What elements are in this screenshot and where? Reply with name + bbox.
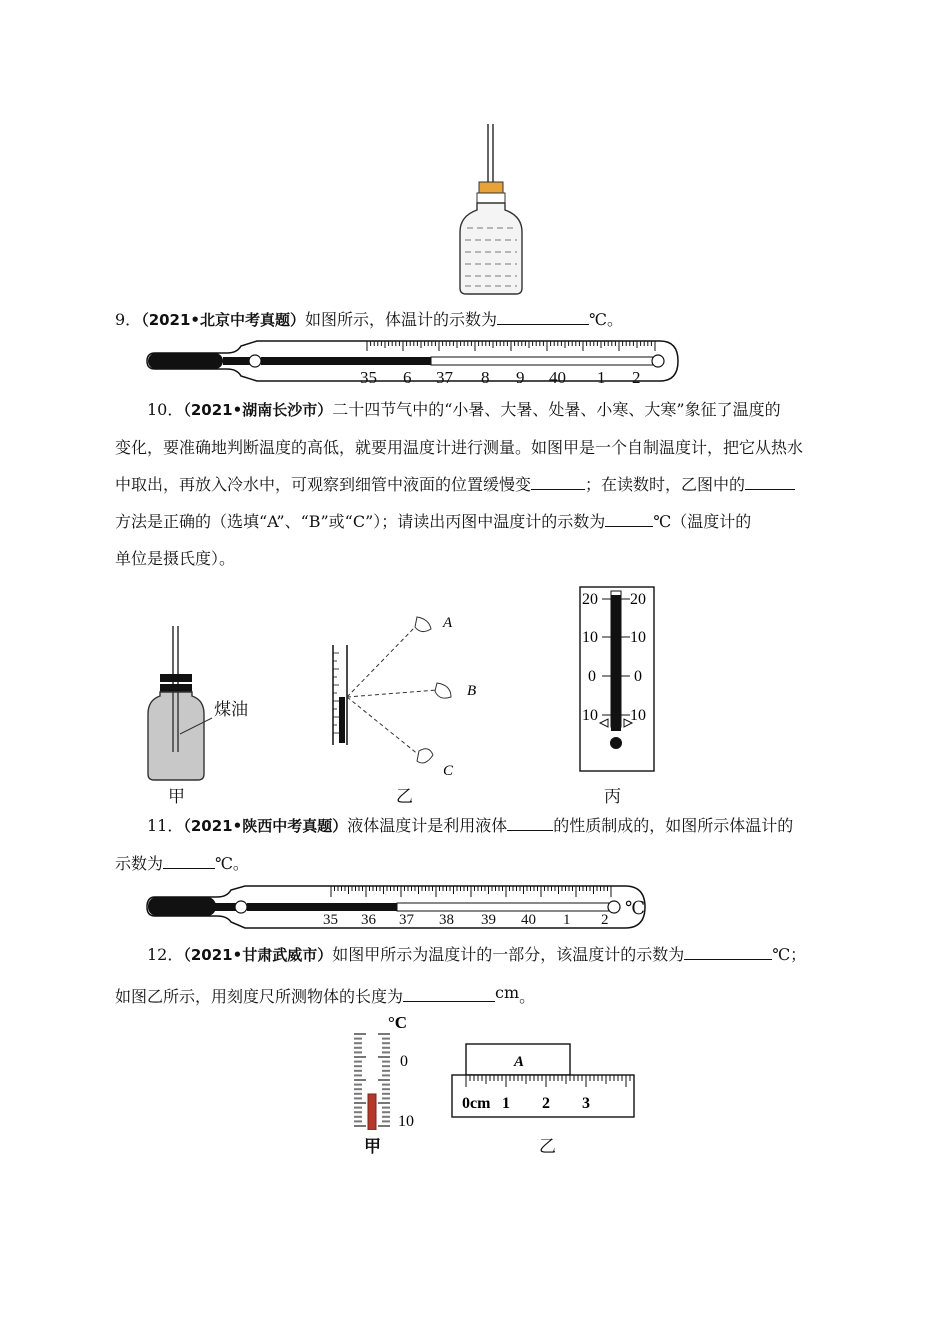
q12-text2-end: 。 xyxy=(519,987,536,1006)
q10-caption-yi: 乙 xyxy=(396,787,413,807)
q10-source: （2021•湖南长沙市） xyxy=(183,401,333,419)
q10-fig-bing-thermometer xyxy=(578,585,658,775)
question-9 xyxy=(115,301,835,339)
q9-scale-label: 40 xyxy=(549,368,566,387)
bing-scale-left: 20 xyxy=(582,591,598,608)
q12-blank-2[interactable] xyxy=(403,983,495,1002)
q10-line3b: ；在读数时，乙图中的 xyxy=(585,475,746,494)
q11-scale-label: 2 xyxy=(601,912,609,928)
bing-scale-left: 0 xyxy=(588,668,596,685)
question-12 xyxy=(115,936,835,1015)
bing-scale-right: 20 xyxy=(630,591,646,608)
q9-scale-label: 1 xyxy=(597,368,606,387)
q11-number: 11． xyxy=(147,816,184,835)
q10-fig-jia-bottle xyxy=(140,622,270,787)
question-11 xyxy=(115,807,835,882)
ruler-label: 3 xyxy=(582,1095,590,1112)
q9-scale-label: 2 xyxy=(632,368,641,387)
q10-line1: 二十四节气中的“小暑、大暑、处暑、小寒、大寒”象征了温度的 xyxy=(332,400,781,419)
q11-unit-mark: ℃ xyxy=(625,898,646,918)
q9-scale-label: 37 xyxy=(436,368,453,387)
q11-scale-label: 39 xyxy=(481,912,496,928)
q11-blank-1[interactable] xyxy=(507,812,553,831)
q12-caption-yi: 乙 xyxy=(539,1137,556,1157)
eye-label-c: C xyxy=(443,763,454,779)
q10-blank-2[interactable] xyxy=(745,471,795,490)
bing-scale-left: 10 xyxy=(582,707,598,724)
q12-text2: 如图乙所示，用刻度尺所测物体的长度为 xyxy=(115,987,404,1006)
q10-line5: 单位是摄氏度）。 xyxy=(115,549,236,568)
q12-therm-label: 0 xyxy=(400,1053,408,1070)
eye-icon xyxy=(417,749,433,763)
q10-blank-3[interactable] xyxy=(605,508,653,527)
q10-line3a: 中取出，再放入冷水中，可观察到细管中液面的位置缓慢变 xyxy=(115,475,532,494)
q12-fig-jia-thermometer xyxy=(340,1010,430,1130)
q11-text2: 的性质制成的，如图所示体温计的 xyxy=(553,816,794,835)
bing-scale-left: 10 xyxy=(582,629,598,646)
q10-line2: 变化，要准确地判断温度的高低，就要用温度计进行测量。如图甲是一个自制温度计，把它从热水 xyxy=(115,438,804,457)
q12-caption-jia: 甲 xyxy=(364,1137,381,1157)
q11-text3: 示数为 xyxy=(115,854,164,873)
q12-unit: cm xyxy=(495,983,520,1002)
eye-label-a: A xyxy=(443,615,453,631)
ruler-label: 0cm xyxy=(462,1095,491,1112)
q11-source: （2021•陕西中考真题） xyxy=(183,817,348,835)
q9-scale-label: 35 xyxy=(360,368,377,387)
q11-scale-label: 35 xyxy=(323,912,338,928)
bing-scale-right: 10 xyxy=(630,707,646,724)
q9-number: 9． xyxy=(115,310,142,329)
q9-unit: ℃。 xyxy=(589,310,623,329)
q12-number: 12． xyxy=(147,945,184,964)
q11-scale-label: 40 xyxy=(521,912,536,928)
q9-text: 如图所示，体温计的示数为 xyxy=(305,310,498,329)
bing-scale-right: 10 xyxy=(630,629,646,646)
question-10 xyxy=(115,391,835,577)
q10-caption-jia: 甲 xyxy=(168,787,185,807)
eye-icon xyxy=(415,617,431,632)
block-label: A xyxy=(514,1054,525,1070)
q10-caption-bing: 丙 xyxy=(604,787,621,807)
eye-label-b: B xyxy=(467,683,477,699)
q12-fig-yi-ruler xyxy=(448,1042,638,1120)
q9-source: （2021•北京中考真题） xyxy=(141,311,306,329)
q10-line4a: 方法是正确的（选填“A”、“B”或“C”）；请读出丙图中温度计的示数为 xyxy=(115,512,606,531)
q10-fig-yi-reading xyxy=(325,605,490,785)
q12-blank-1[interactable] xyxy=(684,941,772,960)
q12-source: （2021•甘肃武威市） xyxy=(183,946,333,964)
bing-scale-right: 0 xyxy=(634,668,642,685)
q9-scale-label: 6 xyxy=(403,368,412,387)
q11-scale-label: 1 xyxy=(563,912,571,928)
q11-scale-label: 38 xyxy=(439,912,454,928)
q10-line4b: ℃（温度计的 xyxy=(653,512,752,531)
q11-clinical-thermometer xyxy=(145,882,655,932)
ruler-label: 1 xyxy=(502,1095,510,1112)
q10-blank-1[interactable] xyxy=(531,471,585,490)
q12-text1-end: ℃； xyxy=(772,945,807,964)
ruler-label: 2 xyxy=(542,1095,550,1112)
q11-blank-2[interactable] xyxy=(163,850,215,869)
q11-scale-label: 37 xyxy=(399,912,414,928)
q9-scale-label: 9 xyxy=(516,368,525,387)
bottle-figure xyxy=(455,120,535,300)
q9-clinical-thermometer xyxy=(145,338,685,388)
q12-text1: 如图甲所示为温度计的一部分，该温度计的示数为 xyxy=(332,945,685,964)
q12-therm-label: 10 xyxy=(398,1113,414,1130)
q11-unit: ℃。 xyxy=(215,854,249,873)
q10-number: 10． xyxy=(147,400,184,419)
q10-kerosene-label: 煤油 xyxy=(214,700,248,720)
eye-icon xyxy=(435,683,451,698)
q12-therm-unit: °C xyxy=(388,1013,408,1032)
q9-answer-blank[interactable] xyxy=(497,306,589,325)
q11-text1: 液体温度计是利用液体 xyxy=(347,816,508,835)
q9-scale-label: 8 xyxy=(481,368,490,387)
q11-scale-label: 36 xyxy=(361,912,376,928)
